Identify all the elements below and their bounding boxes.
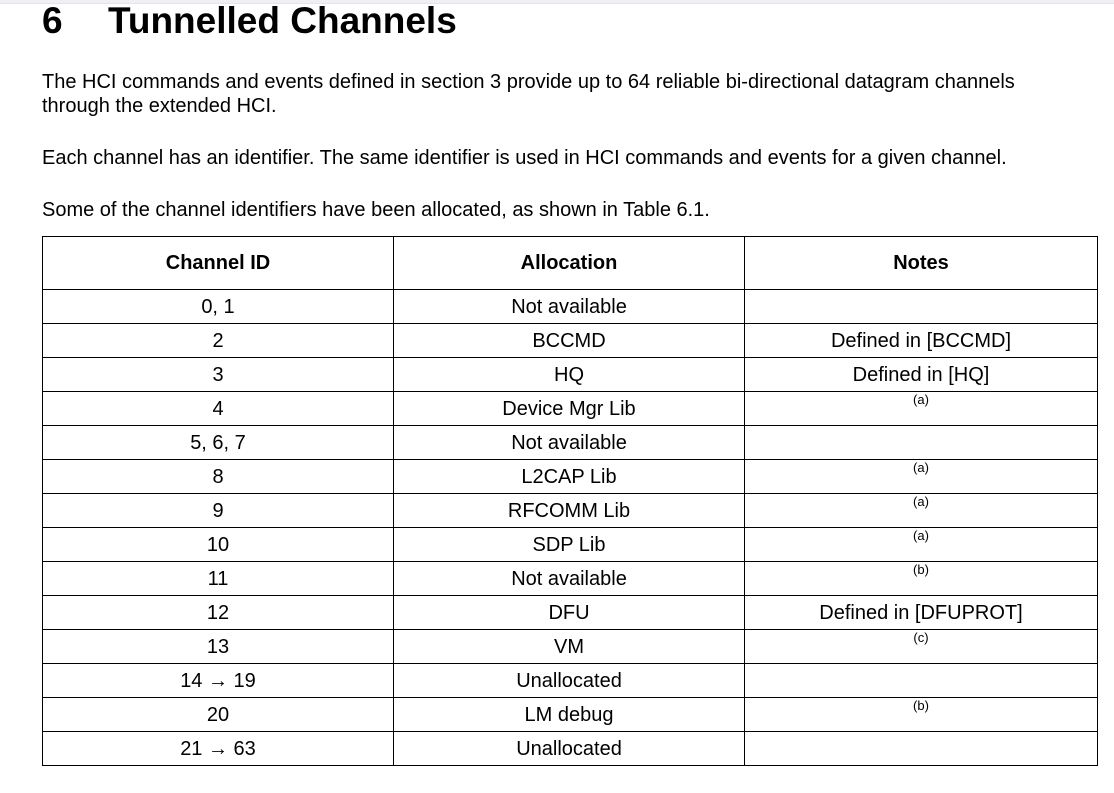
cell-notes	[745, 324, 1098, 358]
cell-channel-id: 20	[43, 698, 394, 732]
cell-allocation: Not available	[394, 290, 745, 324]
header-channel-id: Channel ID	[43, 237, 394, 290]
cell-allocation: Device Mgr Lib	[394, 392, 745, 426]
section-title: Tunnelled Channels	[108, 0, 457, 41]
cell-notes	[745, 698, 1098, 732]
cell-allocation: SDP Lib	[394, 528, 745, 562]
cell-allocation: LM debug	[394, 698, 745, 732]
cell-channel-id: 4	[43, 392, 394, 426]
cell-notes	[745, 358, 1098, 392]
footnote-marker: (b)	[913, 561, 929, 577]
header-allocation: Allocation	[394, 237, 745, 290]
table-row	[43, 324, 1098, 358]
table-row	[43, 562, 1098, 596]
table-body	[43, 290, 1098, 766]
table-row	[43, 358, 1098, 392]
cell-channel-id: 3	[43, 358, 394, 392]
cell-channel-id: 14 → 19	[43, 664, 394, 698]
paragraph-table-ref: Some of the channel identifiers have been allocated, as shown in Table 6.1.	[42, 199, 710, 221]
footnote-marker: (b)	[913, 697, 929, 713]
cell-channel-id: 9	[43, 494, 394, 528]
cell-channel-id: 21 → 63	[43, 732, 394, 766]
footnote-marker: (c)	[913, 629, 929, 645]
cell-allocation: L2CAP Lib	[394, 460, 745, 494]
cell-notes	[745, 528, 1098, 562]
cell-channel-id: 8	[43, 460, 394, 494]
section-number: 6	[42, 0, 63, 41]
table-row	[43, 528, 1098, 562]
cell-channel-id: 0, 1	[43, 290, 394, 324]
channel-allocation-table	[42, 236, 1098, 766]
footnote-marker: (a)	[913, 459, 929, 475]
note-text: Defined in [DFUPROT]	[819, 601, 1023, 624]
cell-channel-id: 11	[43, 562, 394, 596]
cell-channel-id: 13	[43, 630, 394, 664]
cell-channel-id: 10	[43, 528, 394, 562]
footnote-marker: (a)	[913, 493, 929, 509]
section-heading	[42, 0, 457, 42]
table-row	[43, 630, 1098, 664]
cell-notes	[745, 392, 1098, 426]
cell-allocation: BCCMD	[394, 324, 745, 358]
cell-allocation: HQ	[394, 358, 745, 392]
table-row	[43, 392, 1098, 426]
cell-notes	[745, 664, 1098, 698]
note-text: Defined in [BCCMD]	[830, 329, 1012, 352]
cell-allocation: VM	[394, 630, 745, 664]
cell-notes	[745, 494, 1098, 528]
footnote-marker: (a)	[913, 527, 929, 543]
cell-notes	[745, 562, 1098, 596]
footnote-marker: (a)	[913, 391, 929, 407]
cell-channel-id: 5, 6, 7	[43, 426, 394, 460]
cell-allocation: Unallocated	[394, 732, 745, 766]
table-row	[43, 698, 1098, 732]
table-row	[43, 732, 1098, 766]
table-header-row	[43, 237, 1098, 290]
table-row	[43, 460, 1098, 494]
cell-notes	[745, 460, 1098, 494]
cell-allocation: Not available	[394, 426, 745, 460]
table-row	[43, 596, 1098, 630]
cell-allocation: Not available	[394, 562, 745, 596]
cell-allocation: DFU	[394, 596, 745, 630]
cell-channel-id: 12	[43, 596, 394, 630]
table-row	[43, 426, 1098, 460]
paragraph-intro: The HCI commands and events defined in section 3 provide up to 64 reliable bi-directional datagram channels through the extended HCI.	[42, 71, 1015, 117]
note-text: Defined in [HQ]	[852, 363, 990, 386]
cell-notes	[745, 732, 1098, 766]
cell-notes	[745, 290, 1098, 324]
cell-notes	[745, 596, 1098, 630]
cell-notes	[745, 426, 1098, 460]
cell-allocation: RFCOMM Lib	[394, 494, 745, 528]
table-row	[43, 494, 1098, 528]
table-row	[43, 290, 1098, 324]
table-row	[43, 664, 1098, 698]
header-notes: Notes	[745, 237, 1098, 290]
cell-notes	[745, 630, 1098, 664]
cell-allocation: Unallocated	[394, 664, 745, 698]
paragraph-identifier: Each channel has an identifier. The same identifier is used in HCI commands and events for a given channel.	[42, 147, 1007, 169]
cell-channel-id: 2	[43, 324, 394, 358]
